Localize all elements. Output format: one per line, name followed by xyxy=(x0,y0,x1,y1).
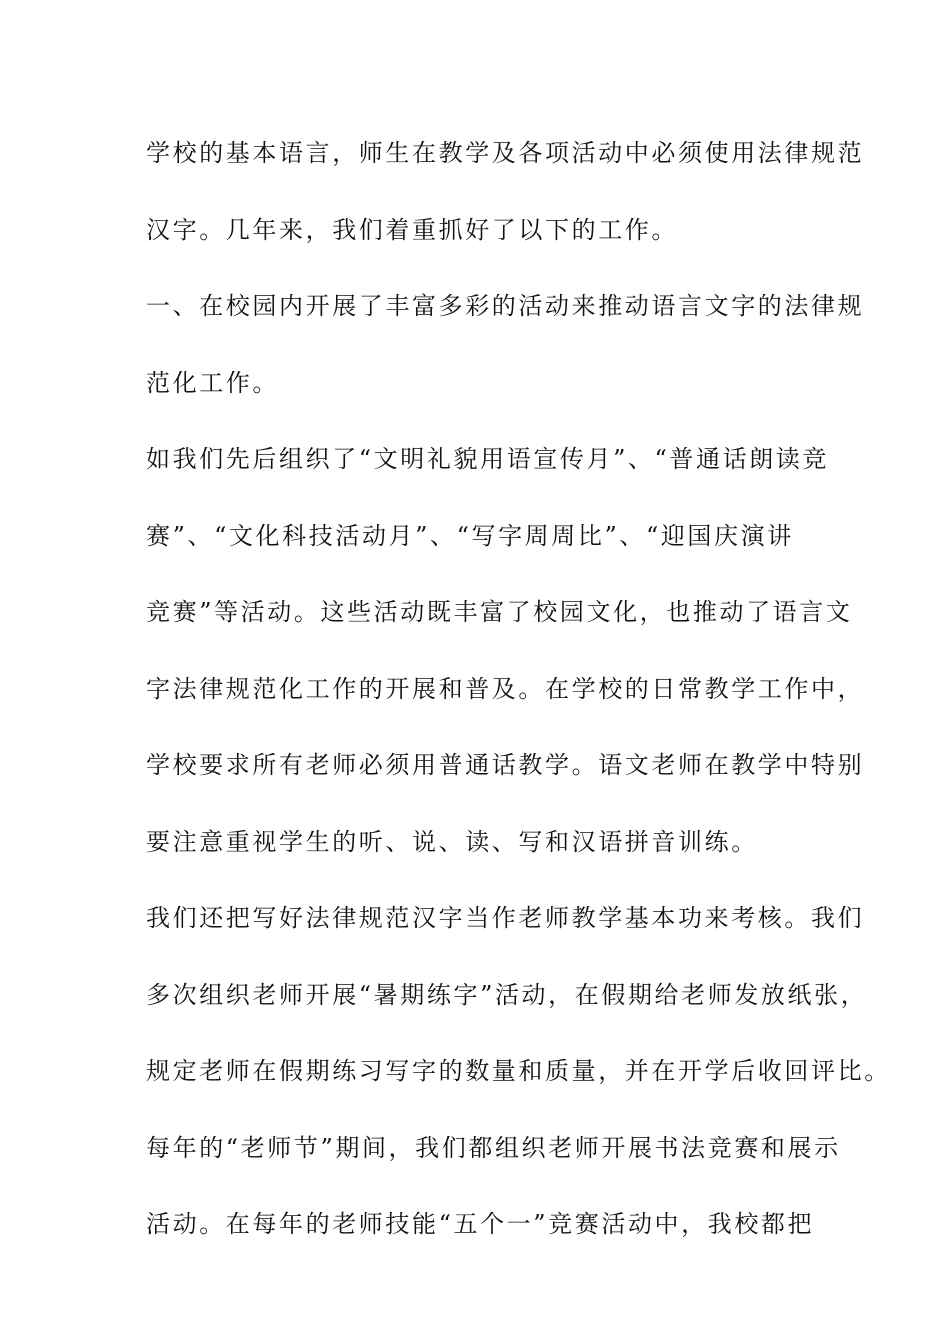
text-line: 每年的“老师节”期间，我们都组织老师开展书法竞赛和展示 xyxy=(146,1133,841,1162)
text-line: 规定老师在假期练习写字的数量和质量，并在开学后收回评比。 xyxy=(146,1057,891,1085)
text-line: 如我们先后组织了“文明礼貌用语宣传月”、“普通话朗读竞 xyxy=(146,445,830,473)
text-line: 我们还把写好法律规范汉字当作老师教学基本功来考核。我们 xyxy=(146,904,865,932)
text-line: 竞赛”等活动。这些活动既丰富了校园文化，也推动了语言文 xyxy=(146,598,853,626)
text-line: 要注意重视学生的听、说、读、写和汉语拼音训练。 xyxy=(146,827,758,856)
text-line: 字法律规范化工作的开展和普及。在学校的日常教学工作中， xyxy=(146,674,865,703)
text-line: 汉字。几年来，我们着重抓好了以下的工作。 xyxy=(146,215,678,244)
text-line: 学校要求所有老师必须用普通话教学。语文老师在教学中特别 xyxy=(146,751,865,779)
text-line: 多次组织老师开展“暑期练字”活动，在假期给老师发放纸张， xyxy=(146,980,868,1009)
text-line: 活动。在每年的老师技能“五个一”竞赛活动中，我校都把 xyxy=(146,1210,815,1238)
section-heading-line: 一、在校园内开展了丰富多彩的活动来推动语言文字的法律规 xyxy=(146,292,865,320)
text-line: 赛”、“文化科技活动月”、“写字周周比”、“迎国庆演讲 xyxy=(146,521,794,550)
body-text xyxy=(146,126,891,1274)
section-heading-line: 范化工作。 xyxy=(146,368,279,397)
text-line: 学校的基本语言，师生在教学及各项活动中必须使用法律规范 xyxy=(146,139,865,167)
